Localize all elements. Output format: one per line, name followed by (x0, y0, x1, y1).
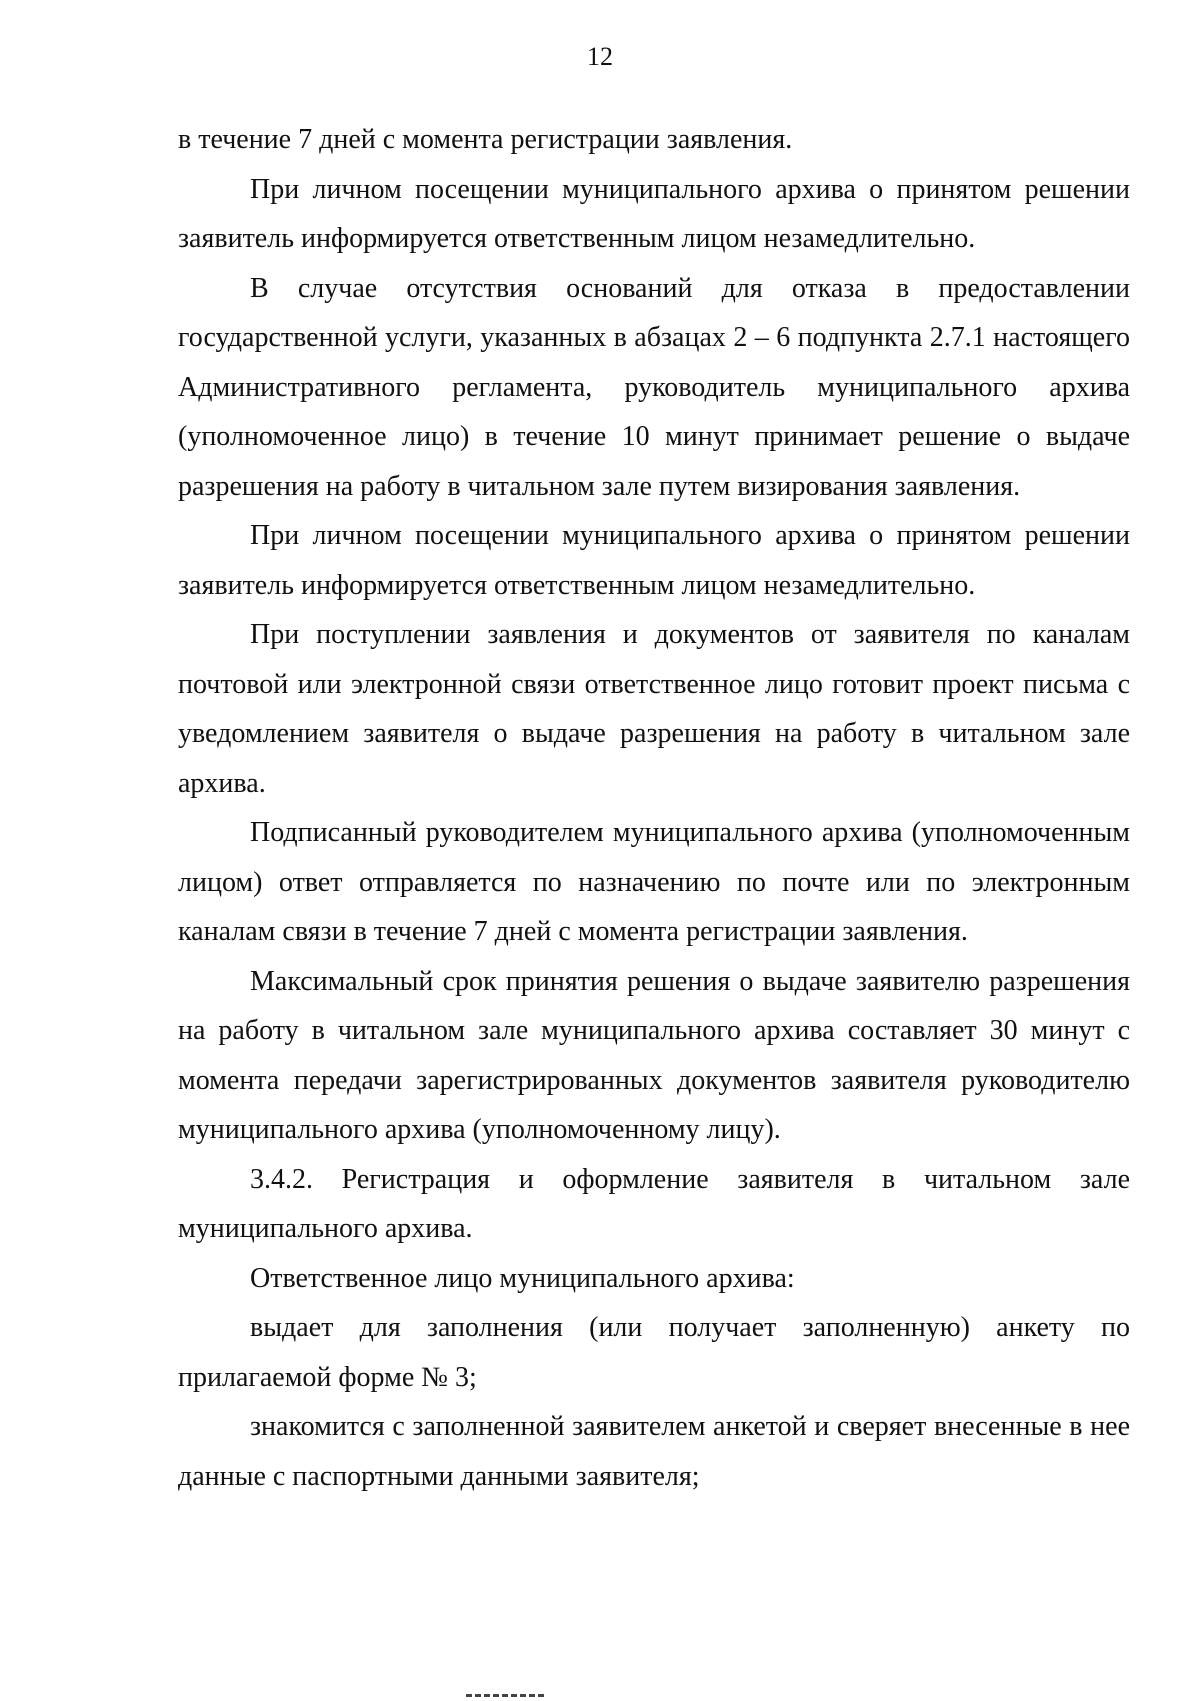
list-item: выдает для заполнения (или получает заполненную) анкету по прилагаемой форме № 3; (178, 1312, 1130, 1393)
scan-edge-mark (466, 1694, 546, 1697)
document-body (178, 115, 1130, 1501)
list-item: знакомится с заполненной заявителем анкетой и сверяет внесенные в нее данные с паспортными данными заявителя; (178, 1411, 1130, 1492)
paragraph: Подписанный руководителем муниципального архива (уполномоченным лицом) ответ отправляется по назначению по почте или по электронным каналам связи в течение 7 дней с момента регистрации заявления. (178, 817, 1130, 947)
paragraph: При поступлении заявления и документов от заявителя по каналам почтовой или электронной связи ответственное лицо готовит проект письма с уведомлением заявителя о выдаче разрешения на работу в читальном зале архива. (178, 619, 1130, 799)
paragraph: Максимальный срок принятия решения о выдаче заявителю разрешения на работу в читальном зале муниципального архива составляет 30 минут с момента передачи зарегистрированных документов заявителя руководителю муниципального архива (уполномоченному лицу). (178, 965, 1130, 1145)
page-number: 12 (587, 42, 613, 71)
paragraph-continuation: в течение 7 дней с момента регистрации заявления. (178, 124, 793, 155)
paragraph: При личном посещении муниципального архива о принятом решении заявитель информируется ответственным лицом незамедлительно. (178, 520, 1130, 601)
paragraph: Ответственное лицо муниципального архива: (250, 1262, 795, 1294)
paragraph: При личном посещении муниципального архива о принятом решении заявитель информируется ответственным лицом незамедлительно. (178, 173, 1130, 254)
section-heading: 3.4.2. Регистрация и оформление заявителя в читальном зале муниципального архива. (178, 1163, 1130, 1244)
paragraph: В случае отсутствия оснований для отказа в предоставлении государственной услуги, указанных в абзацах 2 – 6 подпункта 2.7.1 настоящего Административного регламента, руководитель муниципального архива (уполномоченное лицо) в течение 10 минут принимает решение о выдаче разрешения на работу в читальном зале путем визирования заявления. (178, 272, 1130, 502)
